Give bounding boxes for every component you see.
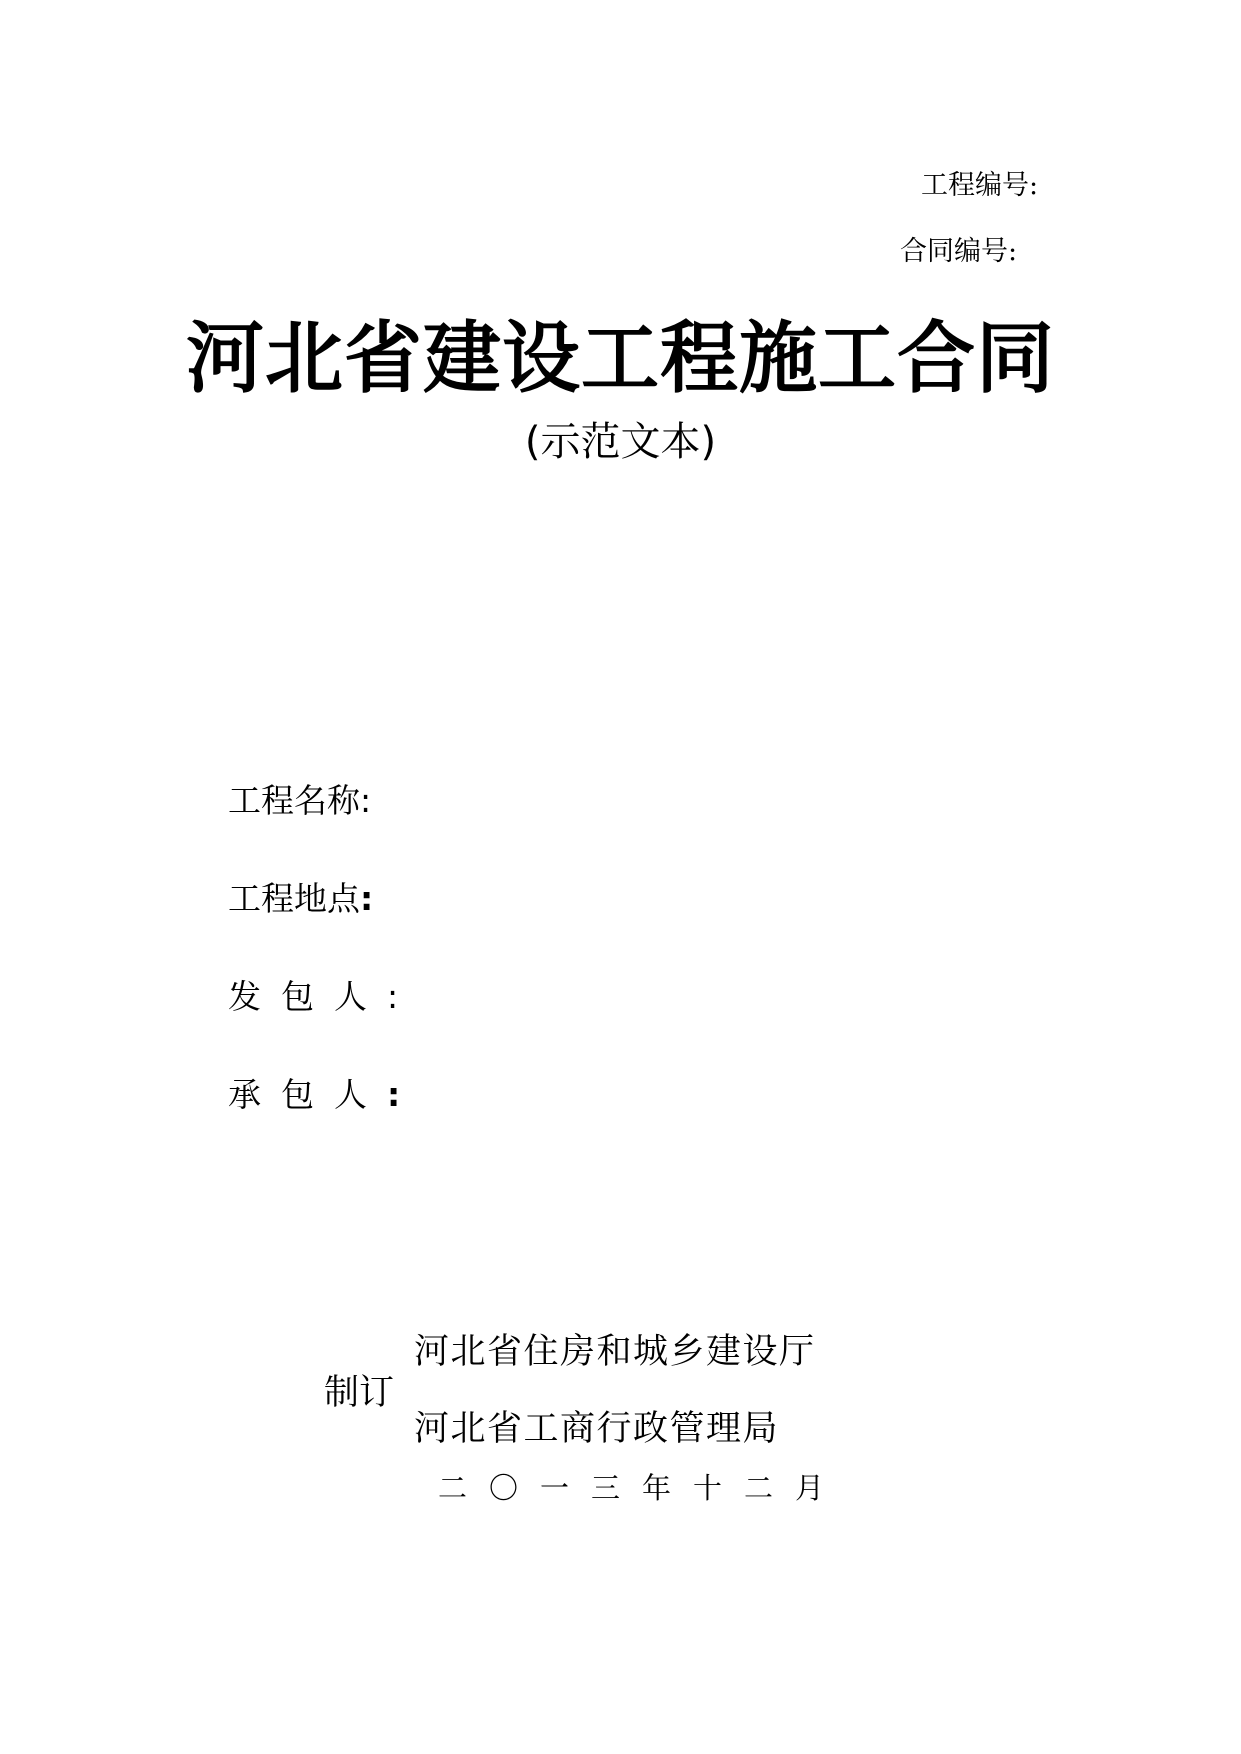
issued-by-label: 制订 bbox=[324, 1373, 395, 1413]
contractor-field bbox=[228, 1075, 401, 1114]
project-location-field bbox=[228, 879, 374, 918]
project-name-colon: : bbox=[360, 781, 372, 820]
document-subtitle: (示范文本) bbox=[524, 419, 717, 465]
contractor-label: 承包人 bbox=[228, 1075, 387, 1114]
project-name-field bbox=[228, 781, 372, 820]
project-location-colon: : bbox=[360, 879, 374, 918]
employer-colon: : bbox=[387, 977, 399, 1016]
issuing-organization-2: 河北省工商行政管理局 bbox=[414, 1409, 780, 1449]
project-location-label: 工程地点 bbox=[228, 879, 360, 918]
issuing-organization-1: 河北省住房和城乡建设厅 bbox=[414, 1332, 816, 1372]
contractor-colon: : bbox=[387, 1075, 401, 1114]
employer-field bbox=[228, 977, 399, 1016]
contract-number-label: 合同编号: bbox=[900, 236, 1018, 267]
project-number-label: 工程编号: bbox=[921, 170, 1039, 201]
issue-date: 二〇一三年十二月 bbox=[438, 1471, 847, 1505]
employer-label: 发包人 bbox=[228, 977, 387, 1016]
project-name-label: 工程名称 bbox=[228, 781, 360, 820]
document-title: 河北省建设工程施工合同 bbox=[185, 314, 1055, 404]
